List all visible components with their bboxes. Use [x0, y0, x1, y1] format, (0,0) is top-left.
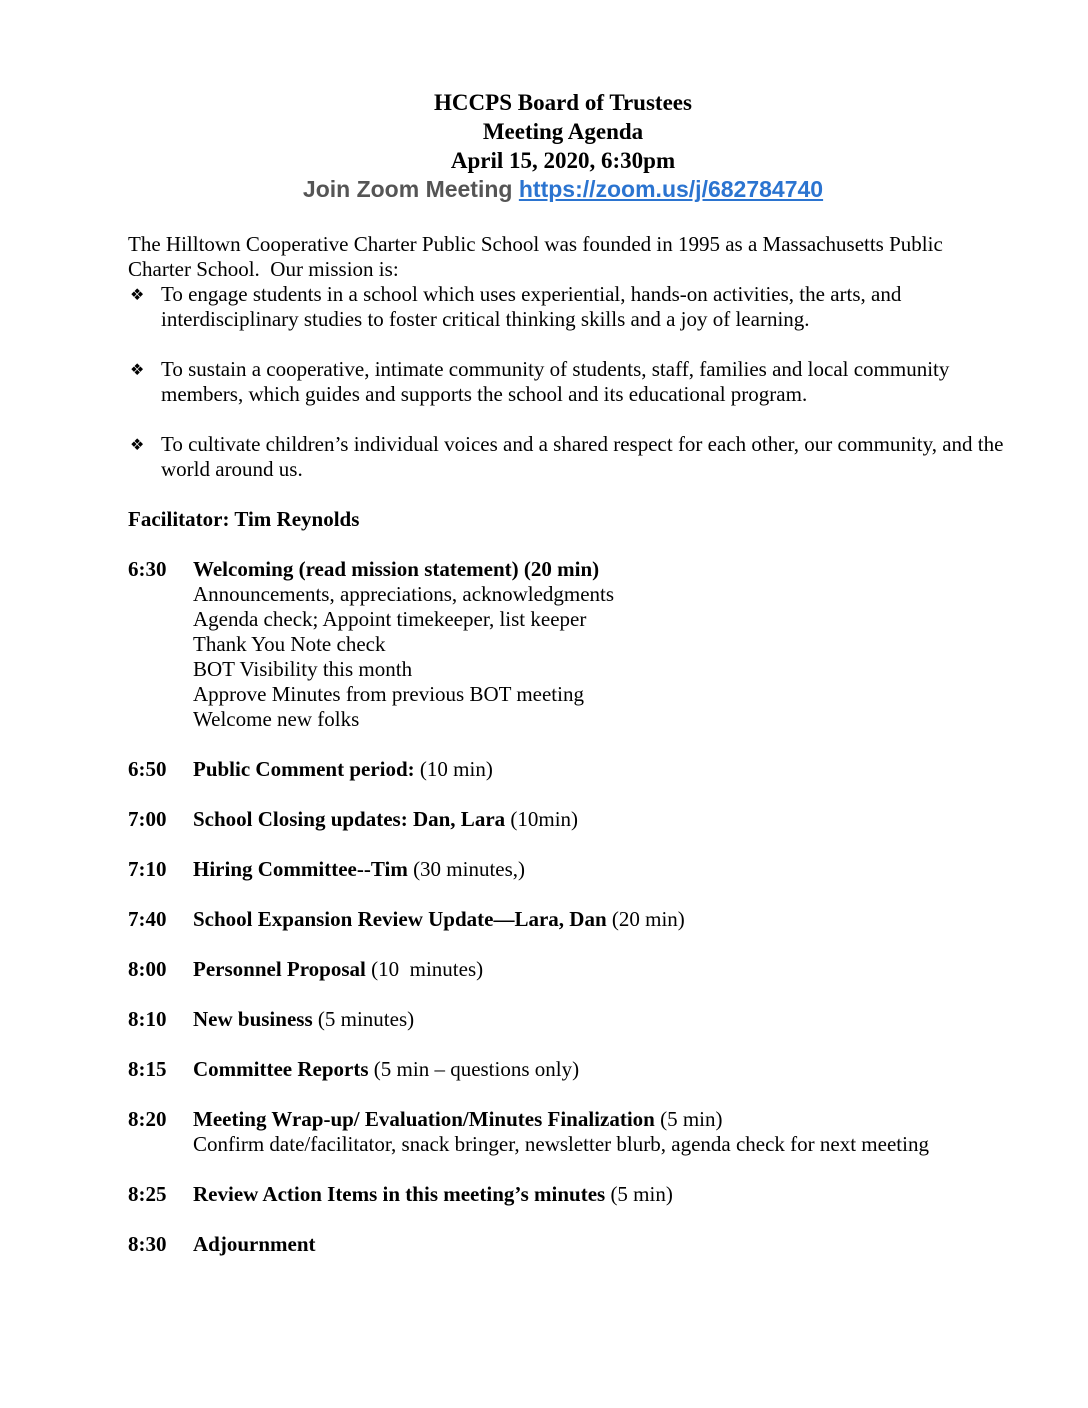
agenda-item [128, 1182, 1008, 1207]
agenda-body [193, 807, 1008, 832]
agenda-item [128, 857, 1008, 882]
agenda-duration: (20 min) [606, 907, 685, 931]
agenda-title: Adjournment [193, 1232, 316, 1256]
agenda-subline: Confirm date/facilitator, snack bringer, newsletter blurb, agenda check for next meeting [193, 1132, 929, 1156]
agenda-title: Welcoming (read mission statement) (20 min) [193, 557, 600, 581]
mission-item [128, 432, 1009, 482]
agenda-time: 6:30 [128, 557, 167, 581]
agenda-title: Meeting Wrap-up/ Evaluation/Minutes Finalization [193, 1107, 655, 1131]
agenda-duration: (5 min) [605, 1182, 673, 1206]
agenda-subline: BOT Visibility this month [193, 657, 413, 681]
agenda-time: 7:00 [128, 807, 167, 831]
mission-item [128, 357, 1006, 407]
agenda-duration: (30 minutes,) [407, 857, 526, 881]
meeting-datetime: April 15, 2020, 6:30pm [450, 148, 676, 173]
agenda-body [193, 1057, 1008, 1082]
agenda-title: Public Comment period: [193, 757, 415, 781]
agenda-item [128, 757, 1008, 782]
agenda-time: 7:40 [128, 907, 167, 931]
agenda-time: 8:15 [128, 1057, 167, 1081]
agenda-duration: (5 min – questions only) [368, 1057, 580, 1081]
zoom-meeting-link[interactable]: https://zoom.us/j/682784740 [518, 176, 824, 202]
agenda-body [193, 1182, 1008, 1207]
agenda-duration: (5 minutes) [312, 1007, 415, 1031]
agenda-subline: Agenda check; Appoint timekeeper, list keeper [193, 607, 587, 631]
agenda-item [128, 557, 1008, 732]
agenda-list [128, 557, 1008, 1257]
document-title: HCCPS Board of Trustees [434, 90, 692, 115]
agenda-subline: Welcome new folks [193, 707, 360, 731]
agenda-body [193, 957, 1008, 982]
document-subtitle: Meeting Agenda [482, 119, 644, 144]
agenda-duration: (10 min) [414, 757, 493, 781]
diamond-bullet-icon: ❖ [130, 435, 145, 454]
agenda-body [193, 907, 1008, 932]
agenda-title: Hiring Committee--Tim [193, 857, 408, 881]
intro-paragraph: The Hilltown Cooperative Charter Public School was founded in 1995 as a Massachusetts Public Charter School. Our mission is: [128, 232, 949, 281]
agenda-title: New business [193, 1007, 313, 1031]
mission-text: To cultivate children’s individual voices and a shared respect for each other, our community, and the world around us. [161, 432, 1009, 481]
agenda-item [128, 1107, 1008, 1157]
agenda-subline: Approve Minutes from previous BOT meeting [193, 682, 584, 706]
agenda-time: 8:00 [128, 957, 167, 981]
agenda-body [193, 557, 1008, 732]
agenda-item [128, 907, 1008, 932]
agenda-body [193, 1107, 1008, 1157]
agenda-title: School Closing updates: Dan, Lara [193, 807, 506, 831]
agenda-title: Review Action Items in this meeting’s minutes [193, 1182, 606, 1206]
agenda-body [193, 1232, 1008, 1257]
mission-text: To sustain a cooperative, intimate community of students, staff, families and local community members, which guides and supports the school and its educational program. [161, 357, 955, 406]
agenda-title: Committee Reports [193, 1057, 369, 1081]
agenda-body [193, 757, 1008, 782]
agenda-title: Personnel Proposal [193, 957, 366, 981]
mission-item [128, 282, 1006, 332]
agenda-title: School Expansion Review Update—Lara, Dan [193, 907, 607, 931]
zoom-meeting-label: Join Zoom Meeting [302, 176, 519, 202]
agenda-time: 8:20 [128, 1107, 167, 1131]
agenda-subline: Thank You Note check [193, 632, 386, 656]
document-header [128, 88, 998, 204]
agenda-time: 8:10 [128, 1007, 167, 1031]
agenda-item [128, 807, 1008, 832]
agenda-item [128, 1007, 1008, 1032]
agenda-duration: (10 minutes) [365, 957, 484, 981]
diamond-bullet-icon: ❖ [130, 285, 145, 304]
agenda-item [128, 1232, 1008, 1257]
facilitator-line: Facilitator: Tim Reynolds [128, 507, 360, 531]
agenda-item [128, 957, 1008, 982]
agenda-subline: Announcements, appreciations, acknowledgments [193, 582, 615, 606]
mission-list [128, 282, 1009, 482]
agenda-duration: (10min) [505, 807, 579, 831]
mission-text: To engage students in a school which uses experiential, hands-on activities, the arts, and interdisciplinary studies to foster critical thinking skills and a joy of learning. [161, 282, 907, 331]
zoom-meeting-line [128, 175, 998, 204]
agenda-time: 7:10 [128, 857, 167, 881]
agenda-item [128, 1057, 1008, 1082]
agenda-body [193, 857, 1008, 882]
diamond-bullet-icon: ❖ [130, 360, 145, 379]
agenda-time: 8:25 [128, 1182, 167, 1206]
agenda-body [193, 1007, 1008, 1032]
agenda-time: 6:50 [128, 757, 167, 781]
agenda-duration: (5 min) [654, 1107, 723, 1131]
agenda-time: 8:30 [128, 1232, 167, 1256]
